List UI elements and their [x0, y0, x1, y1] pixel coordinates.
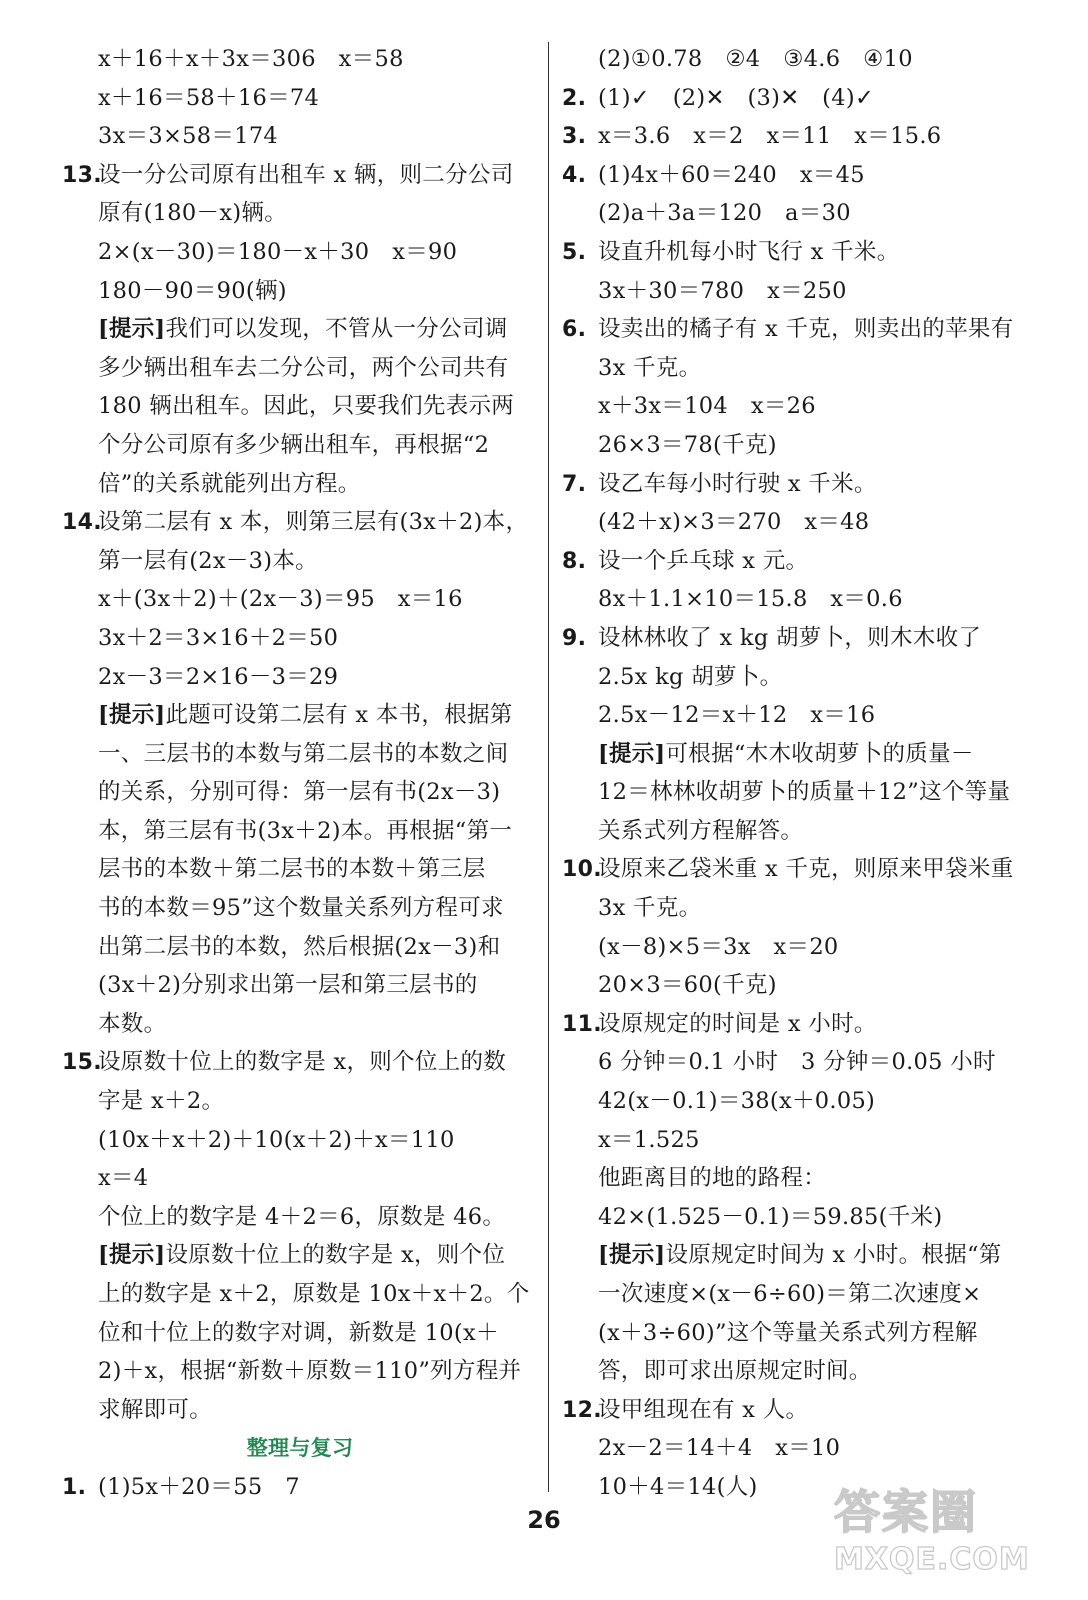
question-number: 5.	[562, 239, 587, 265]
answer-line	[62, 542, 538, 581]
line-text: 上的数字是 x＋2，原数是 10x＋x＋2。个	[98, 1281, 530, 1307]
watermark-bottom-text: MXQE.COM	[834, 1542, 1030, 1577]
answer-line	[562, 426, 1054, 465]
answer-line	[562, 928, 1054, 967]
line-text: 3x＋2＝3×16＋2＝50	[98, 624, 339, 651]
watermark-logo	[834, 1476, 1054, 1586]
hint-tag: [提示]	[598, 1242, 666, 1269]
line-text: 12＝林林收胡萝卜的质量＋12”这个等量	[598, 779, 1011, 806]
answer-line	[562, 272, 1054, 311]
question-number: 11.	[562, 1011, 602, 1037]
answer-line	[562, 1314, 1054, 1353]
line-text: 设一个乒乓球 x 元。	[598, 547, 809, 574]
line-text: x＝1.525	[598, 1126, 700, 1153]
question-number: 13.	[62, 162, 102, 188]
line-text: 整理与复习	[246, 1436, 354, 1461]
question-line	[62, 1043, 538, 1082]
hint-line	[62, 310, 538, 349]
question-number: 6.	[562, 317, 587, 343]
question-number: 7.	[562, 471, 587, 497]
line-text: 本数。	[98, 1010, 167, 1037]
answer-line	[562, 773, 1054, 812]
question-line	[562, 1391, 1054, 1430]
question-line	[62, 156, 538, 195]
answer-line	[62, 1391, 538, 1430]
line-text: 3x 千克。	[598, 354, 702, 381]
answer-line	[62, 387, 538, 426]
answer-line	[62, 1352, 538, 1391]
question-line	[562, 465, 1054, 504]
answer-line	[562, 1121, 1054, 1160]
answer-line	[62, 426, 538, 465]
line-text: 位和十位上的数字对调，新数是 10(x＋	[98, 1319, 499, 1346]
answer-line	[562, 1082, 1054, 1121]
line-text: 设第二层有 x 本，则第三层有(3x＋2)本，	[98, 509, 529, 536]
answer-line	[562, 658, 1054, 697]
question-number: 15.	[62, 1050, 102, 1076]
answer-line	[562, 194, 1054, 233]
line-text: (x＋3÷60)”这个等量关系式列方程解	[598, 1319, 978, 1346]
right-column	[562, 40, 1054, 1507]
answer-line	[62, 773, 538, 812]
answer-line	[62, 1198, 538, 1237]
line-text: (1)4x＋60＝240 x＝45	[598, 161, 865, 188]
line-text: x＝4	[98, 1165, 149, 1192]
question-number: 4.	[562, 162, 587, 188]
line-text: x＋16＋x＋3x＝306 x＝58	[98, 46, 404, 72]
line-text: (x－8)×5＝3x x＝20	[598, 933, 839, 960]
answer-line	[562, 349, 1054, 388]
line-text: 本，第三层有书(3x＋2)本。再根据“第一	[98, 817, 513, 844]
line-text: (42＋x)×3＝270 x＝48	[598, 509, 870, 536]
column-divider	[548, 42, 549, 1492]
answer-line	[62, 580, 538, 619]
answer-line	[62, 349, 538, 388]
hint-line	[562, 735, 1054, 774]
line-text: 设原规定时间为 x 小时。根据“第	[665, 1242, 1002, 1269]
answer-line	[62, 194, 538, 233]
question-line	[62, 1468, 538, 1507]
line-text: 2×(x－30)＝180－x＋30 x＝90	[98, 238, 458, 265]
answer-line	[562, 40, 1054, 79]
line-text: 层书的本数＋第二层书的本数＋第三层	[98, 856, 486, 883]
line-text: 书的本数＝95”这个数量关系列方程可求	[98, 895, 504, 922]
section-heading	[62, 1429, 538, 1468]
line-text: 设原来乙袋米重 x 千克，则原来甲袋米重	[598, 856, 1014, 883]
line-text: 出第二层书的本数，然后根据(2x－3)和	[98, 933, 501, 960]
line-text: (1)5x＋20＝55 7	[98, 1473, 300, 1500]
line-text: 的关系，分别可得：第一层有书(2x－3)	[98, 779, 501, 806]
line-text: 答，即可求出原规定时间。	[598, 1358, 872, 1385]
answer-line	[62, 812, 538, 851]
question-number: 2.	[562, 85, 587, 111]
answer-line	[562, 812, 1054, 851]
line-text: x＋(3x＋2)＋(2x－3)＝95 x＝16	[98, 586, 463, 613]
line-text: (2)①0.78 ②4 ③4.6 ④10	[598, 46, 913, 72]
line-text: (2)a＋3a＝120 a＝30	[598, 200, 851, 227]
question-line	[562, 233, 1054, 272]
line-text: 设林林收了 x kg 胡萝卜，则木木收了	[598, 624, 982, 651]
line-text: 26×3＝78(千克)	[598, 431, 777, 458]
line-text: 原有(180－x)辆。	[98, 200, 287, 227]
hint-tag: [提示]	[98, 316, 166, 343]
line-text: 3x＋30＝780 x＝250	[598, 277, 847, 304]
answer-line	[562, 580, 1054, 619]
answer-line	[62, 40, 538, 79]
answer-line	[62, 735, 538, 774]
line-text: 设原数十位上的数字是 x，则个位	[165, 1242, 506, 1269]
question-line	[562, 79, 1054, 118]
answer-line	[562, 1159, 1054, 1198]
line-text: 设甲组现在有 x 人。	[598, 1396, 809, 1423]
line-text: x＋16＝58＋16＝74	[98, 84, 320, 111]
question-number: 12.	[562, 1397, 602, 1423]
line-text: 3x 千克。	[598, 895, 702, 922]
line-text: (1)✓ (2)✕ (3)✕ (4)✓	[598, 84, 875, 111]
answer-line	[62, 465, 538, 504]
line-text: 8x＋1.1×10＝15.8 x＝0.6	[598, 586, 903, 613]
question-line	[562, 156, 1054, 195]
line-text: x＝3.6 x＝2 x＝11 x＝15.6	[598, 123, 942, 150]
answer-line	[62, 658, 538, 697]
line-text: 设乙车每小时行驶 x 千米。	[598, 470, 877, 497]
line-text: 设原规定的时间是 x 小时。	[598, 1010, 877, 1037]
hint-tag: [提示]	[98, 702, 166, 729]
line-text: 一次速度×(x－6÷60)＝第二次速度×	[598, 1281, 982, 1307]
line-text: (3x＋2)分别求出第一层和第三层书的	[98, 972, 478, 999]
line-text: 此题可设第二层有 x 本书，根据第	[165, 702, 513, 729]
answer-line	[62, 1314, 538, 1353]
line-text: (10x＋x＋2)＋10(x＋2)＋x＝110	[98, 1126, 455, 1153]
answer-line	[62, 1121, 538, 1160]
question-line	[562, 117, 1054, 156]
hint-line	[62, 696, 538, 735]
question-number: 3.	[562, 124, 587, 150]
answer-line	[562, 966, 1054, 1005]
line-text: 180 辆出租车。因此，只要我们先表示两	[98, 393, 515, 420]
line-text: 20×3＝60(千克)	[598, 972, 777, 999]
question-number: 9.	[562, 625, 587, 651]
answer-line	[62, 1159, 538, 1198]
line-text: 个位上的数字是 4＋2＝6，原数是 46。	[98, 1203, 506, 1230]
answer-line	[62, 272, 538, 311]
line-text: 3x＝3×58＝174	[98, 123, 279, 150]
answer-line	[62, 889, 538, 928]
hint-line	[62, 1236, 538, 1275]
answer-line	[562, 1043, 1054, 1082]
question-number: 10.	[562, 857, 602, 883]
line-text: 个分公司原有多少辆出租车，再根据“2	[98, 431, 490, 458]
question-line	[562, 850, 1054, 889]
question-number: 14.	[62, 510, 102, 536]
line-text: 2x－2＝14＋4 x＝10	[598, 1435, 841, 1462]
hint-line	[562, 1236, 1054, 1275]
answer-line	[562, 1275, 1054, 1314]
hint-tag: [提示]	[98, 1242, 166, 1269]
line-text: 42(x－0.1)＝38(x＋0.05)	[598, 1088, 876, 1115]
answer-line	[62, 928, 538, 967]
question-line	[562, 542, 1054, 581]
question-number: 1.	[62, 1474, 87, 1500]
answer-line	[62, 966, 538, 1005]
line-text: 求解即可。	[98, 1396, 213, 1423]
line-text: 6 分钟＝0.1 小时 3 分钟＝0.05 小时	[598, 1049, 996, 1076]
answer-line	[562, 1352, 1054, 1391]
line-text: 倍”的关系就能列出方程。	[98, 470, 361, 497]
question-line	[562, 1005, 1054, 1044]
answer-line	[562, 889, 1054, 928]
line-text: 字是 x＋2。	[98, 1088, 225, 1115]
line-text: x＋3x＝104 x＝26	[598, 393, 816, 420]
answer-line	[562, 387, 1054, 426]
question-line	[62, 503, 538, 542]
question-line	[562, 310, 1054, 349]
line-text: 设卖出的橘子有 x 千克，则卖出的苹果有	[598, 316, 1014, 343]
page-number: 26	[527, 1506, 561, 1534]
answer-line	[562, 696, 1054, 735]
question-line	[562, 619, 1054, 658]
line-text: 设一分公司原有出租车 x 辆，则二分公司	[98, 161, 514, 188]
line-text: 2.5x－12＝x＋12 x＝16	[598, 702, 876, 729]
answer-line	[562, 503, 1054, 542]
line-text: 我们可以发现，不管从一分公司调	[165, 316, 508, 343]
line-text: 2.5x kg 胡萝卜。	[598, 663, 783, 690]
line-text: 多少辆出租车去二分公司，两个公司共有	[98, 354, 509, 381]
hint-tag: [提示]	[598, 740, 666, 767]
line-text: 关系式列方程解答。	[598, 817, 804, 844]
question-number: 8.	[562, 548, 587, 574]
left-column	[62, 40, 538, 1507]
answer-line	[62, 117, 538, 156]
answer-line	[562, 1198, 1054, 1237]
line-text: 2x－3＝2×16－3＝29	[98, 663, 339, 690]
line-text: 2)＋x，根据“新数＋原数＝110”列方程并	[98, 1358, 522, 1385]
answer-line	[62, 79, 538, 118]
line-text: 42×(1.525－0.1)＝59.85(千米)	[598, 1203, 943, 1230]
line-text: 他距离目的地的路程：	[598, 1165, 827, 1192]
answer-line	[562, 1429, 1054, 1468]
answer-line	[62, 1082, 538, 1121]
answer-line	[62, 1275, 538, 1314]
line-text: 一、三层书的本数与第二层书的本数之间	[98, 740, 509, 767]
line-text: 可根据“木木收胡萝卜的质量－	[665, 740, 974, 767]
line-text: 设原数十位上的数字是 x，则个位上的数	[98, 1049, 507, 1076]
line-text: 第一层有(2x－3)本。	[98, 547, 318, 574]
line-text: 设直升机每小时飞行 x 千米。	[598, 238, 900, 265]
answer-line	[62, 1005, 538, 1044]
answer-line	[62, 233, 538, 272]
line-text: 180－90＝90(辆)	[98, 277, 287, 304]
answer-line	[62, 850, 538, 889]
answer-line	[62, 619, 538, 658]
watermark-top-text: 答案圈	[834, 1485, 978, 1539]
line-text: 10＋4＝14(人)	[598, 1473, 758, 1500]
